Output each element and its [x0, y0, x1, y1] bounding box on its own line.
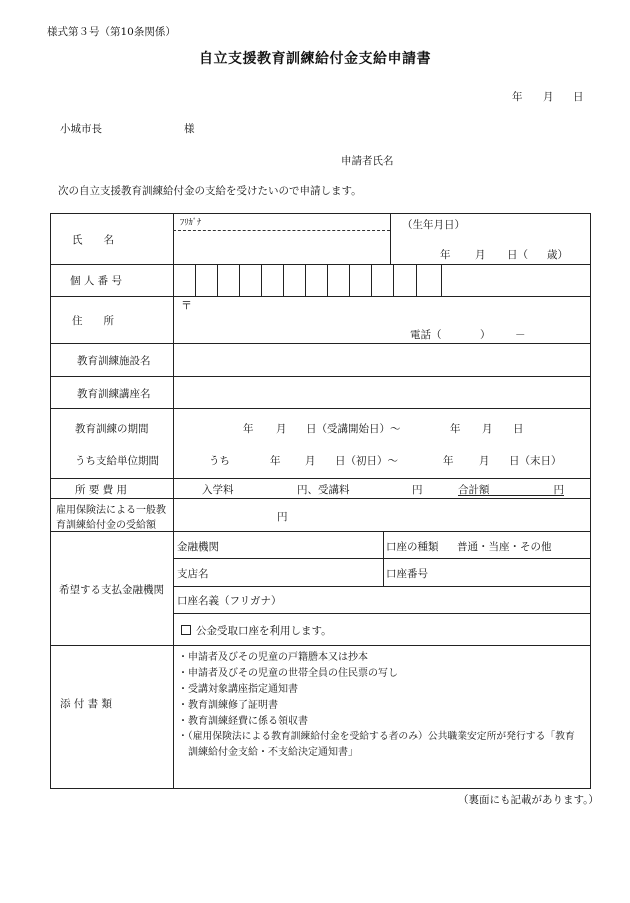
- attachment-item: ・教育訓練経費に係る領収書: [178, 716, 308, 727]
- pay-period-start-day: 日（初日）～: [335, 455, 398, 467]
- birth-date-label: （生年月日）: [402, 219, 465, 231]
- admission-fee-label: 入学料: [202, 484, 234, 496]
- furigana-label: ﾌﾘｶﾞﾅ: [180, 218, 202, 228]
- tuition-yen: 円: [412, 484, 423, 496]
- period-start-month: 月: [276, 423, 287, 435]
- birth-age: 歳）: [547, 249, 568, 261]
- total-yen: 円: [553, 484, 564, 496]
- attachment-item: 訓練給付金支給・不支給決定通知書」: [178, 747, 358, 758]
- facility-field[interactable]: [174, 344, 590, 375]
- insurance-label-line1: 雇用保険法による一般教: [56, 505, 166, 516]
- form-title: 自立支援教育訓練給付金支給申請書: [199, 51, 431, 67]
- total-label: 合計額: [458, 484, 490, 496]
- attachments-label: 添 付 書 類: [60, 698, 113, 710]
- phone-dash: －: [515, 329, 526, 341]
- my-number-label: 個 人 番 号: [70, 275, 123, 287]
- bank-label: 希望する支払金融機関: [59, 584, 164, 596]
- insurance-label-line2: 育訓練給付金の受給額: [56, 520, 156, 531]
- pay-period-prefix: うち: [209, 455, 230, 467]
- branch-label: 支店名: [177, 568, 209, 580]
- public-account-text: 公金受取口座を利用します。: [196, 625, 332, 637]
- addressee: 小城市長: [60, 123, 102, 135]
- facility-label: 教育訓練施設名: [77, 355, 151, 367]
- form-number: 様式第３号（第10条関係）: [47, 26, 176, 38]
- tuition-fee-label: 円、受講料: [297, 484, 350, 496]
- birth-day: 日（: [507, 249, 528, 261]
- phone-label: 電話（: [410, 329, 442, 341]
- period-end-day: 日: [513, 423, 524, 435]
- institution-label: 金融機関: [177, 541, 219, 553]
- phone-close: ）: [480, 329, 491, 341]
- period-end-year: 年: [450, 423, 461, 435]
- name-label: 氏 名: [72, 234, 114, 246]
- account-type-options[interactable]: 普通・当座・その他: [457, 541, 552, 553]
- public-account-checkbox[interactable]: [181, 625, 191, 635]
- date-day-label: 日: [573, 91, 584, 103]
- pay-period-end-month: 月: [479, 455, 490, 467]
- date-year-label: 年: [512, 91, 523, 103]
- footer-note: （裏面にも記載があります。）: [458, 794, 599, 806]
- pay-period-start-year: 年: [270, 455, 281, 467]
- attachment-item: ・教育訓練修了証明書: [178, 700, 278, 711]
- account-holder-label: 口座名義（フリガナ）: [177, 595, 282, 607]
- postal-mark: 〒: [181, 299, 192, 312]
- insurance-yen: 円: [277, 511, 288, 523]
- applicant-name-label: 申請者氏名: [341, 155, 394, 167]
- public-account-option[interactable]: [181, 623, 332, 638]
- address-label: 住 所: [72, 315, 114, 327]
- intro-text: 次の自立支援教育訓練給付金の支給を受けたいので申請します。: [58, 185, 362, 197]
- date-month-label: 月: [543, 91, 554, 103]
- period-end-month: 月: [482, 423, 493, 435]
- period-label: 教育訓練の期間: [75, 423, 149, 435]
- pay-period-end-day: 日（末日）: [509, 455, 562, 467]
- period-start-year: 年: [243, 423, 254, 435]
- attachment-item: ・受講対象講座指定通知書: [178, 684, 298, 695]
- account-type-label: 口座の種類: [386, 541, 439, 553]
- attachment-item: ・申請者及びその児童の世帯全員の住民票の写し: [178, 668, 398, 679]
- address-field[interactable]: [195, 300, 585, 322]
- course-field[interactable]: [174, 377, 590, 407]
- pay-period-label: うち支給単位期間: [75, 455, 159, 467]
- birth-year: 年: [440, 249, 451, 261]
- attachment-item: ・申請者及びその児童の戸籍謄本又は抄本: [178, 652, 368, 663]
- account-number-label: 口座番号: [386, 568, 428, 580]
- birth-month: 月: [475, 249, 486, 261]
- cost-label: 所 要 費 用: [75, 484, 128, 496]
- attachment-item: ・（雇用保険法による教育訓練給付金を受給する者のみ）公共職業安定所が発行する「教育: [178, 731, 575, 742]
- name-field[interactable]: [180, 234, 385, 260]
- pay-period-start-month: 月: [305, 455, 316, 467]
- pay-period-end-year: 年: [443, 455, 454, 467]
- period-start-day: 日（受講開始日）～: [306, 423, 401, 435]
- total-amount[interactable]: [458, 482, 564, 496]
- honorific: 様: [184, 123, 195, 135]
- my-number-field[interactable]: [174, 265, 440, 295]
- course-label: 教育訓練講座名: [77, 388, 151, 400]
